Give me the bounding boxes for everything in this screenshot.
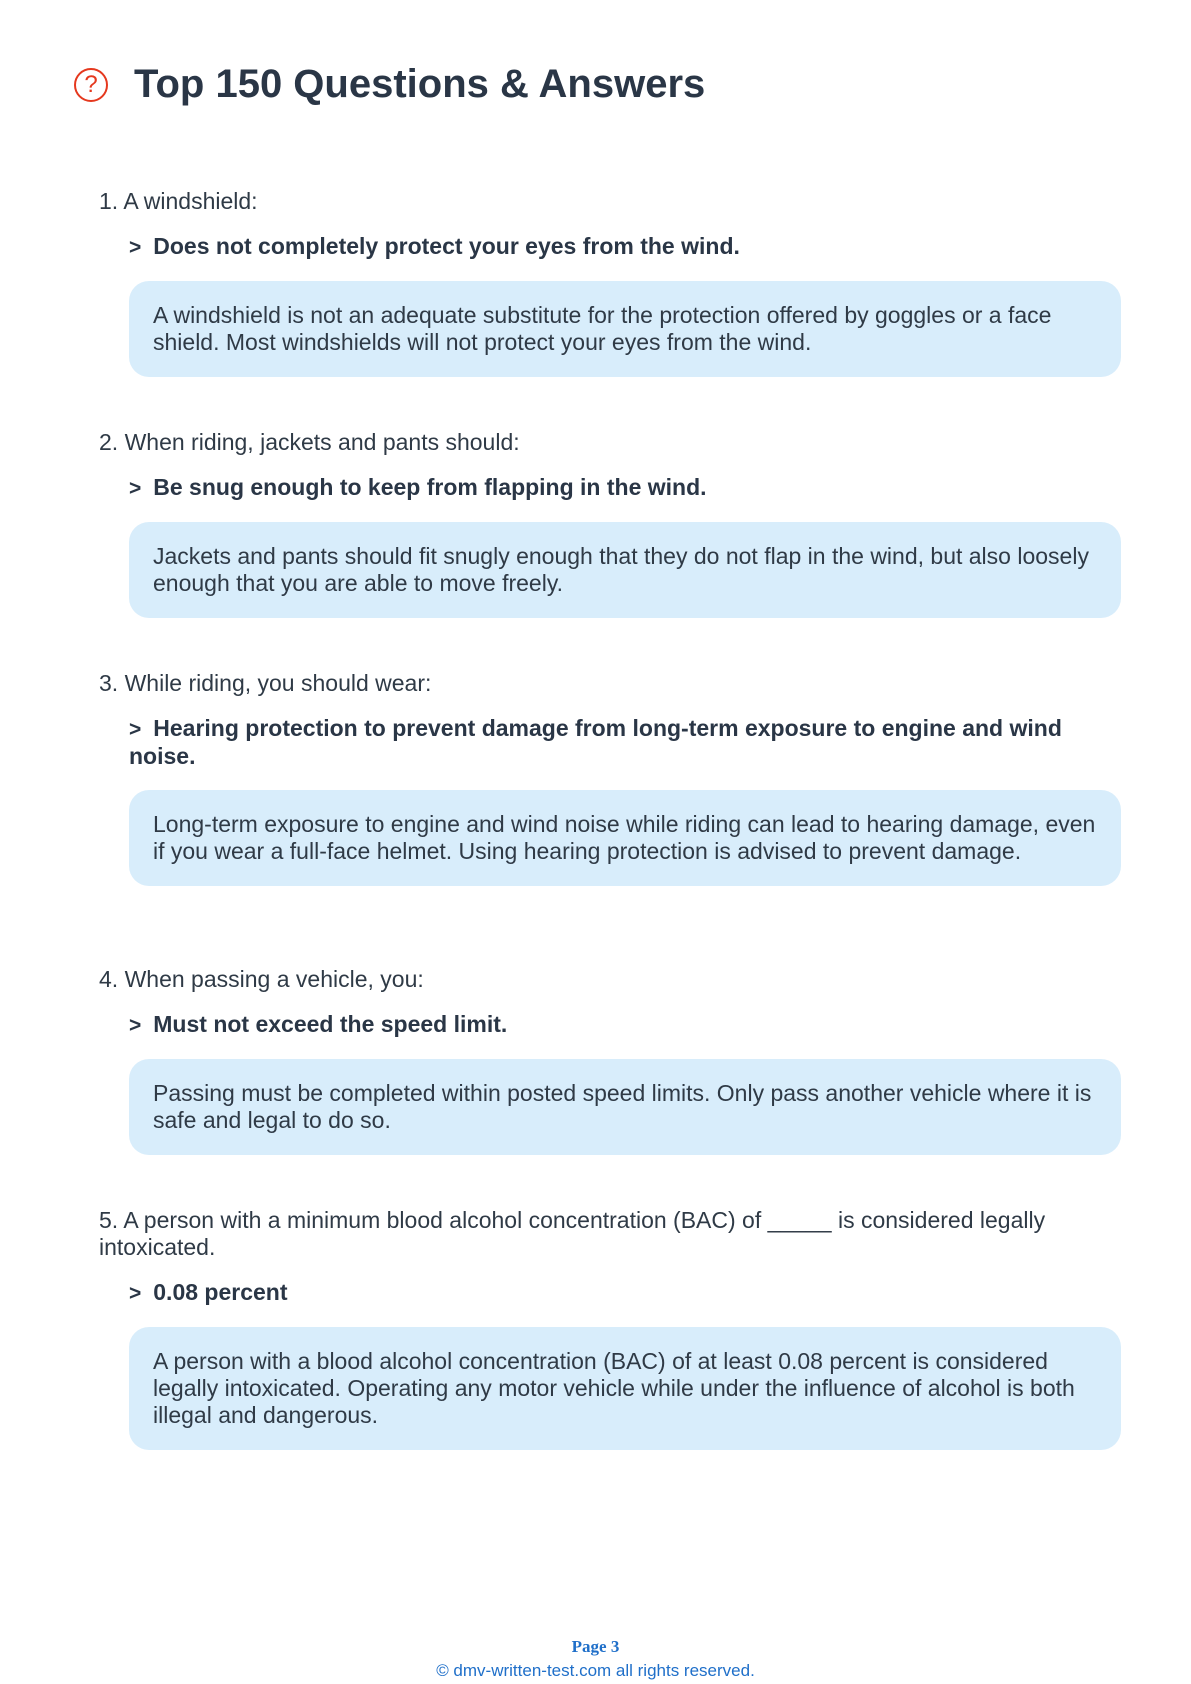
question-text xyxy=(99,1207,1121,1261)
explanation-box: A person with a blood alcohol concentration (BAC) of at least 0.08 percent is considered legally intoxicated. Operating any motor vehicle while under the influence of alcohol is both illegal and dangerous. xyxy=(129,1327,1121,1450)
question-text xyxy=(99,429,1121,456)
copyright-link[interactable]: © dmv-written-test.com all rights reserved. xyxy=(436,1661,755,1680)
question-number: 1. xyxy=(99,188,119,214)
answer-label: Be snug enough to keep from flapping in the wind. xyxy=(153,474,707,500)
qa-item-1 xyxy=(99,188,1121,377)
question-text xyxy=(99,188,1121,215)
question-number: 3. xyxy=(99,670,119,696)
question-number: 4. xyxy=(99,966,119,992)
explanation-box: Long-term exposure to engine and wind noise while riding can lead to hearing damage, even if you wear a full-face helmet. Using hearing protection is advised to prevent damage. xyxy=(129,790,1121,886)
explanation-box: A windshield is not an adequate substitute for the protection offered by goggles or a face shield. Most windshields will not protect your eyes from the wind. xyxy=(129,281,1121,377)
answer-label: 0.08 percent xyxy=(153,1279,288,1305)
page-number: Page 3 xyxy=(571,1637,620,1656)
page-title: Top 150 Questions & Answers xyxy=(134,62,706,106)
answer-text xyxy=(129,1279,1121,1307)
answer-label: Does not completely protect your eyes from the wind. xyxy=(153,233,740,259)
question-label: While riding, you should wear: xyxy=(124,670,432,696)
answer-marker-icon: > xyxy=(129,1282,142,1305)
question-circle-icon: ? xyxy=(74,68,108,102)
page-header xyxy=(74,62,705,107)
qa-item-3 xyxy=(99,670,1121,886)
qa-item-2 xyxy=(99,429,1121,618)
qa-item-4 xyxy=(99,966,1121,1155)
qa-item-5 xyxy=(99,1207,1121,1450)
explanation-box: Passing must be completed within posted speed limits. Only pass another vehicle where it is safe and legal to do so. xyxy=(129,1059,1121,1155)
answer-label: Hearing protection to prevent damage from long-term exposure to engine and wind noise. xyxy=(129,715,1062,769)
question-number: 2. xyxy=(99,429,119,455)
question-label: When riding, jackets and pants should: xyxy=(124,429,520,455)
answer-marker-icon: > xyxy=(129,718,142,741)
answer-marker-icon: > xyxy=(129,477,142,500)
answer-marker-icon: > xyxy=(129,1014,142,1037)
answer-marker-icon: > xyxy=(129,236,142,259)
question-label: When passing a vehicle, you: xyxy=(124,966,424,992)
question-number: 5. xyxy=(99,1207,119,1233)
answer-label: Must not exceed the speed limit. xyxy=(153,1011,508,1037)
explanation-box: Jackets and pants should fit snugly enough that they do not flap in the wind, but also loosely enough that you are able to move freely. xyxy=(129,522,1121,618)
answer-text xyxy=(129,1011,1121,1039)
question-text xyxy=(99,670,1121,697)
answer-text xyxy=(129,233,1121,261)
answer-text xyxy=(129,715,1121,770)
question-text xyxy=(99,966,1121,993)
question-label: A person with a minimum blood alcohol concentration (BAC) of _____ is considered legally intoxicated. xyxy=(99,1207,1046,1260)
answer-text xyxy=(129,474,1121,502)
question-label: A windshield: xyxy=(123,188,258,214)
